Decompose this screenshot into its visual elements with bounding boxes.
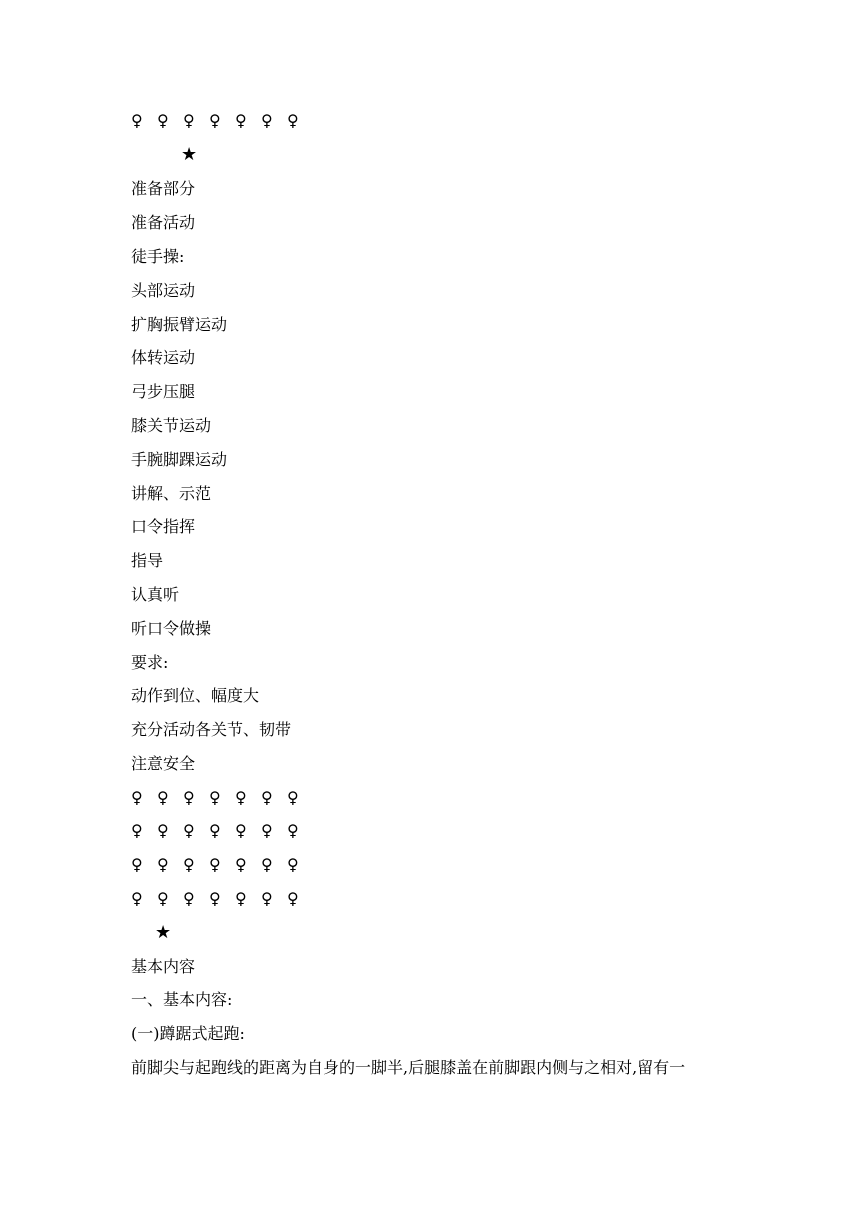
exercise-item: 头部运动 [131, 281, 196, 300]
section-title-basic: 基本内容 [131, 957, 196, 976]
requirement-item: 动作到位、幅度大 [131, 686, 260, 705]
female-symbol: ♀ [157, 855, 169, 874]
exercise-item: 弓步压腿 [131, 382, 196, 401]
female-symbol: ♀ [131, 889, 143, 908]
female-symbol: ♀ [287, 111, 299, 130]
female-symbol: ♀ [209, 889, 221, 908]
female-symbol: ♀ [183, 855, 195, 874]
body-text: 前脚尖与起跑线的距离为自身的一脚半,后腿膝盖在前脚跟内侧与之相对,留有一 [131, 1058, 686, 1077]
female-symbol: ♀ [235, 855, 247, 874]
teacher-activity: 口令指挥 [131, 517, 196, 536]
exercise-item: 扩胸振臂运动 [131, 315, 228, 334]
female-symbol: ♀ [261, 788, 273, 807]
female-symbol: ♀ [157, 889, 169, 908]
section-title-prep: 准备部分 [131, 179, 196, 198]
activity-title: 准备活动 [131, 213, 196, 232]
requirements-heading: 要求: [131, 653, 169, 672]
formation-row [131, 855, 313, 875]
female-symbol: ♀ [287, 788, 299, 807]
female-symbol: ♀ [235, 788, 247, 807]
female-symbol: ♀ [287, 889, 299, 908]
female-symbol: ♀ [183, 788, 195, 807]
basic-subheading: (一)蹲踞式起跑: [131, 1024, 245, 1043]
requirement-item: 注意安全 [131, 754, 196, 773]
exercise-item: 手腕脚踝运动 [131, 450, 228, 469]
female-symbol: ♀ [261, 889, 273, 908]
female-symbol: ♀ [209, 788, 221, 807]
exercise-heading: 徒手操: [131, 247, 185, 266]
female-symbol: ♀ [209, 821, 221, 840]
female-symbol: ♀ [183, 111, 195, 130]
formation-row [131, 821, 313, 841]
formation-row [131, 889, 313, 909]
female-symbol: ♀ [183, 821, 195, 840]
female-symbol: ♀ [235, 889, 247, 908]
exercise-item: 膝关节运动 [131, 416, 212, 435]
female-symbol: ♀ [157, 821, 169, 840]
female-symbol: ♀ [235, 111, 247, 130]
teacher-activity: 指导 [131, 551, 164, 570]
female-symbol: ♀ [209, 855, 221, 874]
female-symbol: ♀ [287, 821, 299, 840]
formation-row-top [131, 111, 313, 131]
female-symbol: ♀ [157, 111, 169, 130]
exercise-item: 体转运动 [131, 348, 196, 367]
female-symbol: ♀ [157, 788, 169, 807]
female-symbol: ♀ [287, 855, 299, 874]
formation-row [131, 788, 313, 808]
requirement-item: 充分活动各关节、韧带 [131, 720, 292, 739]
female-symbol: ♀ [261, 821, 273, 840]
female-symbol: ♀ [183, 889, 195, 908]
female-symbol: ♀ [131, 788, 143, 807]
female-symbol: ♀ [131, 821, 143, 840]
female-symbol: ♀ [131, 855, 143, 874]
teacher-star-icon: ★ [155, 922, 172, 943]
female-symbol: ♀ [131, 111, 143, 130]
female-symbol: ♀ [209, 111, 221, 130]
teacher-star-icon: ★ [181, 144, 198, 165]
female-symbol: ♀ [261, 855, 273, 874]
student-activity: 听口令做操 [131, 619, 212, 638]
teacher-activity: 讲解、示范 [131, 484, 212, 503]
female-symbol: ♀ [261, 111, 273, 130]
basic-heading: 一、基本内容: [131, 990, 233, 1009]
student-activity: 认真听 [131, 585, 180, 604]
female-symbol: ♀ [235, 821, 247, 840]
